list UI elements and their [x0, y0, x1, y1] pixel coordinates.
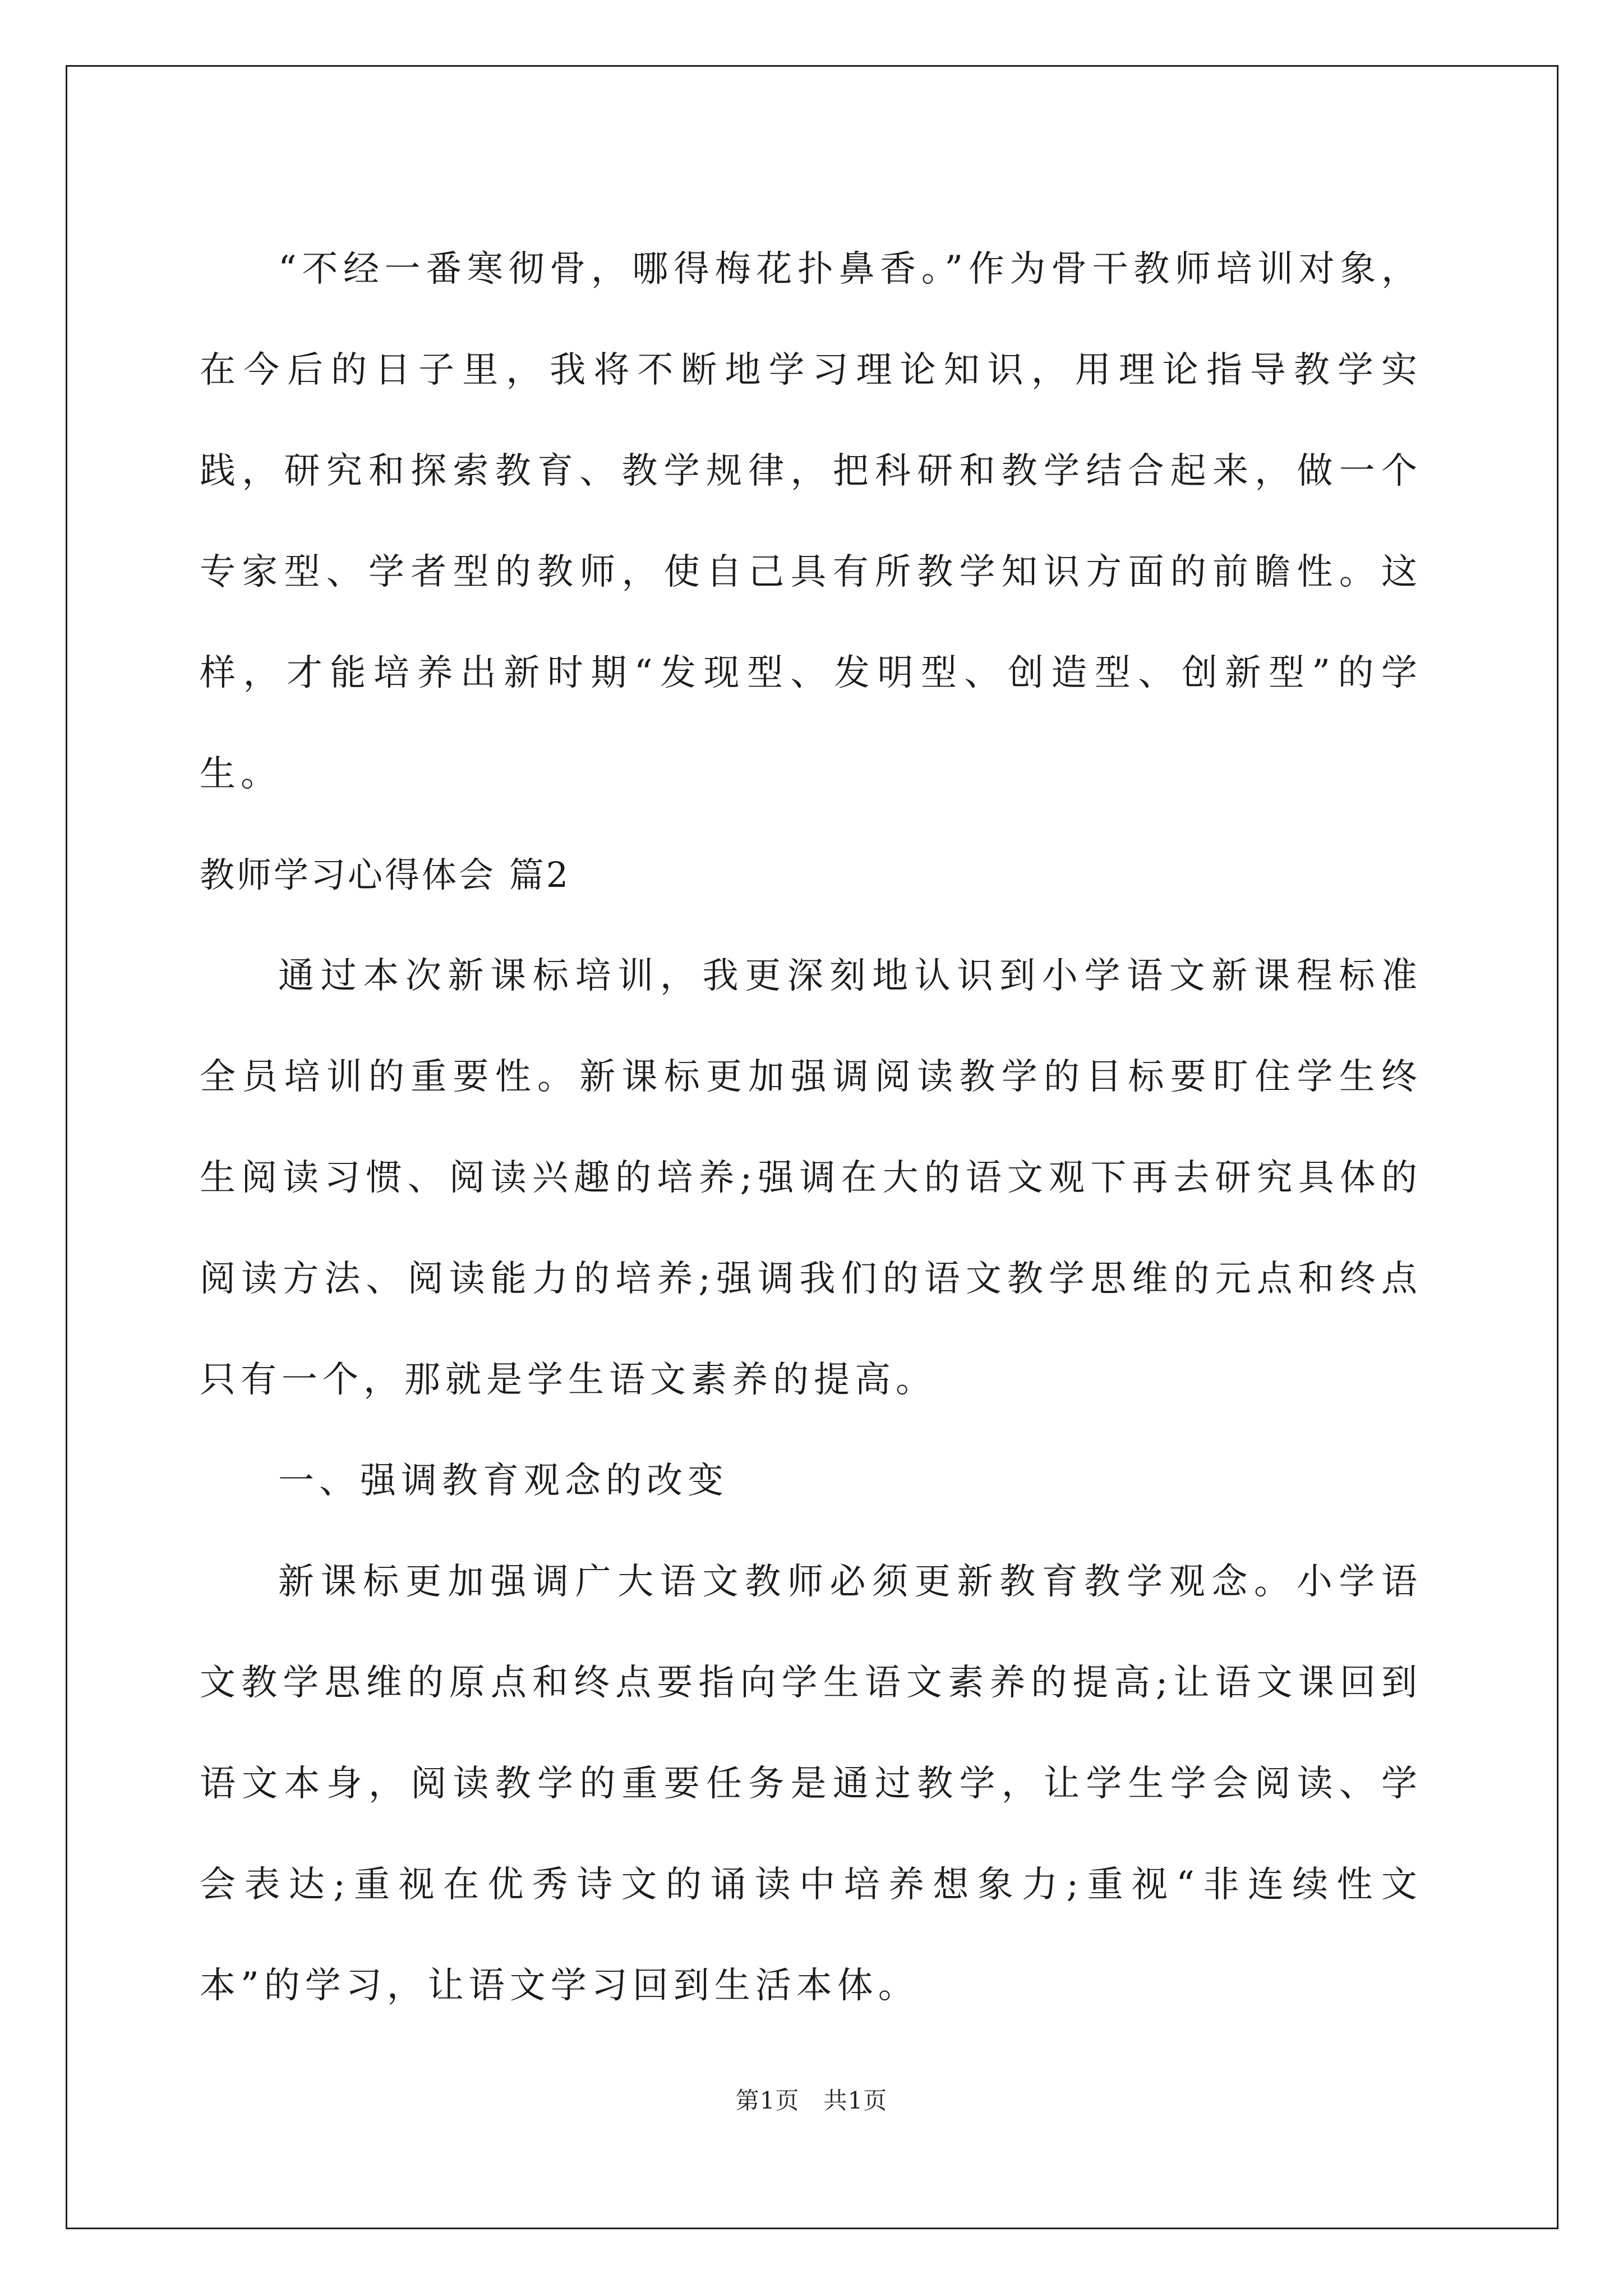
page-footer: 第1页 共1页	[735, 2087, 888, 2114]
paragraph-concept-change: 新课标更加强调广大语文教师必须更新教育教学观念。小学语文教学思维的原点和终点要指向学生语文素养的提高;让语文课回到语文本身，阅读教学的重要任务是通过教学，让学生学会阅读、学会表达;重视在优秀诗文的诵读中培养想象力;重视“非连续性文本”的学习，让语文学习回到生活本体。	[200, 1561, 1422, 2007]
paragraph-training: 通过本次新课标培训，我更深刻地认识到小学语文新课程标准全员培训的重要性。新课标更加强调阅读教学的目标要盯住学生终生阅读习惯、阅读兴趣的培养;强调在大的语文观下再去研究具体的阅读方法、阅读能力的培养;强调我们的语文教学思维的元点和终点只有一个，那就是学生语文素养的提高。	[200, 955, 1422, 1401]
subheading-concept-change: 一、强调教育观念的改变	[278, 1460, 728, 1502]
section-heading: 教师学习心得体会 篇2	[200, 854, 571, 895]
paragraph-intro: “不经一番寒彻骨，哪得梅花扑鼻香。”作为骨干教师培训对象，在今后的日子里，我将不断地学习理论知识，用理论指导教学实践，研究和探索教育、教学规律，把科研和教学结合起来，做一个专家型、学者型的教师，使自己具有所教学知识方面的前瞻性。这样，才能培养出新时期“发现型、发明型、创造型、创新型”的学生。	[200, 249, 1422, 795]
document-body	[200, 219, 1422, 2036]
